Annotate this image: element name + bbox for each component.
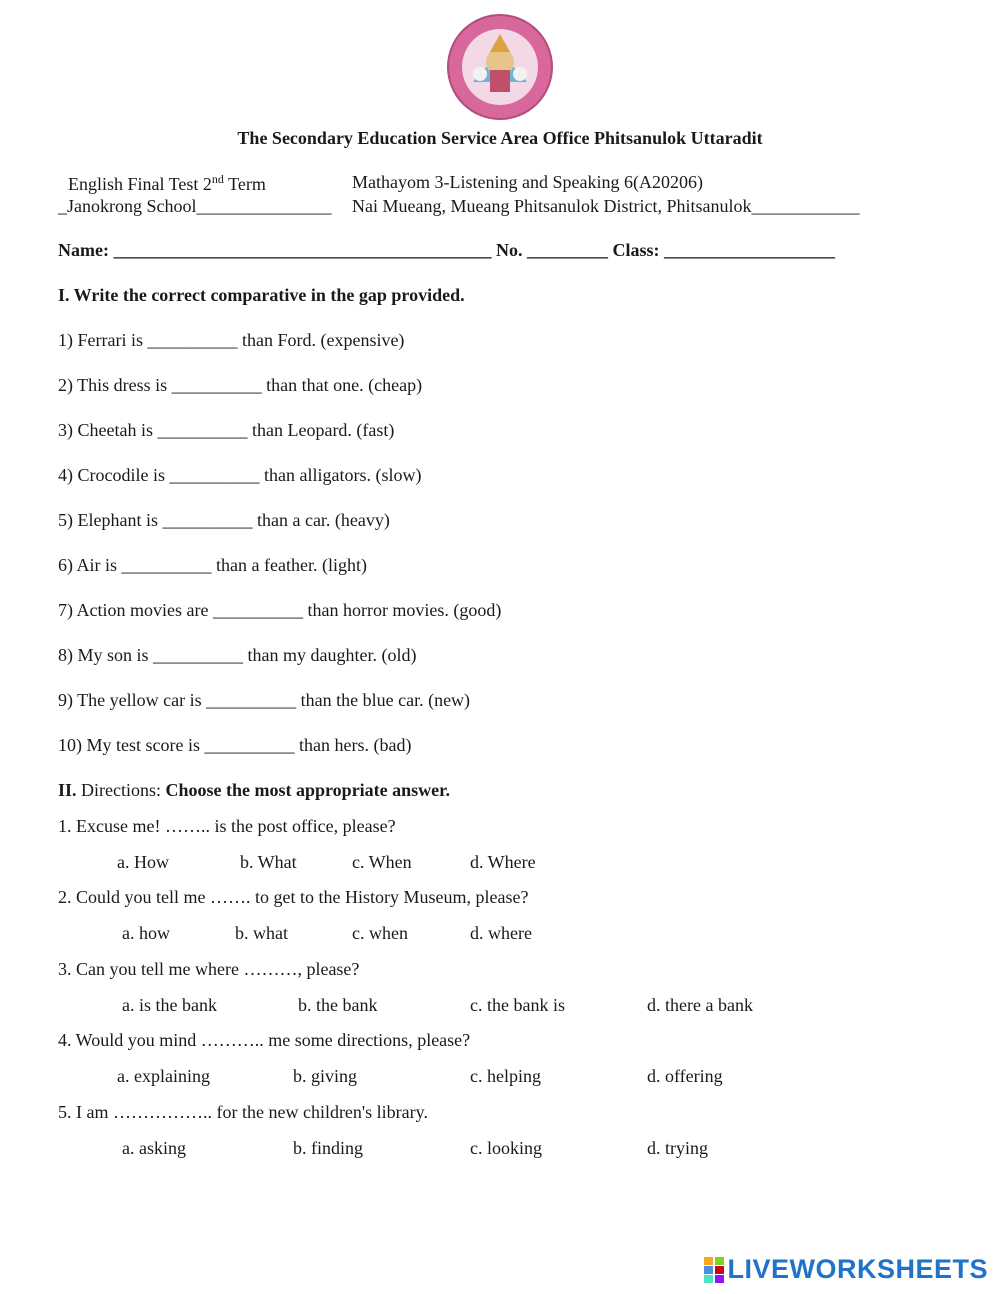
mc-question: 5. I am …………….. for the new children's library. bbox=[58, 1102, 428, 1122]
mc-option[interactable]: a. is the bank bbox=[122, 995, 217, 1015]
mc-option[interactable]: b. What bbox=[240, 852, 297, 872]
mc-option[interactable]: c. helping bbox=[470, 1066, 541, 1086]
comparative-question[interactable]: 1) Ferrari is __________ than Ford. (expensive) bbox=[58, 330, 405, 350]
mc-option[interactable]: c. when bbox=[352, 923, 408, 943]
mc-option[interactable]: b. giving bbox=[293, 1066, 358, 1086]
mc-option[interactable]: d. where bbox=[470, 923, 532, 943]
comparative-question[interactable]: 8) My son is __________ than my daughter. (old) bbox=[58, 645, 417, 665]
comparative-question[interactable]: 7) Action movies are __________ than horror movies. (good) bbox=[58, 600, 502, 620]
mc-option[interactable]: d. trying bbox=[647, 1138, 708, 1158]
comparative-question[interactable]: 9) The yellow car is __________ than the blue car. (new) bbox=[58, 690, 471, 710]
mc-option[interactable]: a. asking bbox=[122, 1138, 186, 1158]
mc-question: 3. Can you tell me where ………, please? bbox=[58, 959, 360, 979]
name-label: Name: bbox=[58, 240, 109, 260]
comparative-question[interactable]: 10) My test score is __________ than hers. (bad) bbox=[58, 735, 412, 755]
mc-option[interactable]: b. finding bbox=[293, 1138, 363, 1158]
comparative-question[interactable]: 2) This dress is __________ than that one. (cheap) bbox=[58, 375, 423, 395]
mc-option[interactable]: b. what bbox=[235, 923, 288, 943]
no-blank[interactable]: _________ bbox=[526, 240, 608, 260]
page-title: The Secondary Education Service Area Office Phitsanulok Uttaradit bbox=[237, 128, 763, 148]
mc-option[interactable]: c. When bbox=[352, 852, 412, 872]
comparative-question[interactable]: 6) Air is __________ than a feather. (light) bbox=[58, 555, 367, 575]
course-name: Mathayom 3-Listening and Speaking 6(A20206) bbox=[352, 172, 703, 192]
mc-option[interactable]: d. offering bbox=[647, 1066, 723, 1086]
mc-option[interactable]: a. how bbox=[122, 923, 170, 943]
mc-option[interactable]: a. explaining bbox=[117, 1066, 210, 1086]
section1-heading: I. Write the correct comparative in the gap provided. bbox=[58, 285, 465, 305]
brand-text: LIVEWORKSHEETS bbox=[727, 1254, 988, 1284]
comparative-question[interactable]: 5) Elephant is __________ than a car. (heavy) bbox=[58, 510, 390, 530]
test-name: English Final Test 2nd Term bbox=[68, 172, 266, 194]
school-address: Nai Mueang, Mueang Phitsanulok District, Phitsanulok____________ bbox=[352, 196, 860, 216]
mc-option[interactable]: c. the bank is bbox=[470, 995, 565, 1015]
no-label: No. bbox=[495, 240, 523, 260]
mc-option[interactable]: a. How bbox=[117, 852, 169, 872]
class-blank[interactable]: ___________________ bbox=[664, 240, 835, 260]
comparative-question[interactable]: 3) Cheetah is __________ than Leopard. (fast) bbox=[58, 420, 395, 440]
mc-question: 1. Excuse me! …….. is the post office, please? bbox=[58, 816, 396, 836]
mc-option[interactable]: d. there a bank bbox=[647, 995, 753, 1015]
mc-question: 2. Could you tell me ……. to get to the History Museum, please? bbox=[58, 887, 529, 907]
student-info-line bbox=[58, 240, 835, 261]
section2-heading: II. Directions: Choose the most appropriate answer. bbox=[58, 780, 451, 800]
school-seal-logo bbox=[445, 12, 555, 122]
mc-option[interactable]: c. looking bbox=[470, 1138, 542, 1158]
class-label: Class: bbox=[612, 240, 660, 260]
mc-question: 4. Would you mind ……….. me some directions, please? bbox=[58, 1030, 471, 1050]
liveworksheets-icon bbox=[704, 1257, 724, 1283]
mc-option[interactable]: b. the bank bbox=[298, 995, 378, 1015]
mc-option[interactable]: d. Where bbox=[470, 852, 536, 872]
name-blank[interactable]: __________________________________________ bbox=[113, 240, 492, 260]
liveworksheets-logo[interactable] bbox=[704, 1254, 988, 1285]
comparative-question[interactable]: 4) Crocodile is __________ than alligators. (slow) bbox=[58, 465, 422, 485]
school-name: _Janokrong School_______________ bbox=[58, 196, 332, 216]
